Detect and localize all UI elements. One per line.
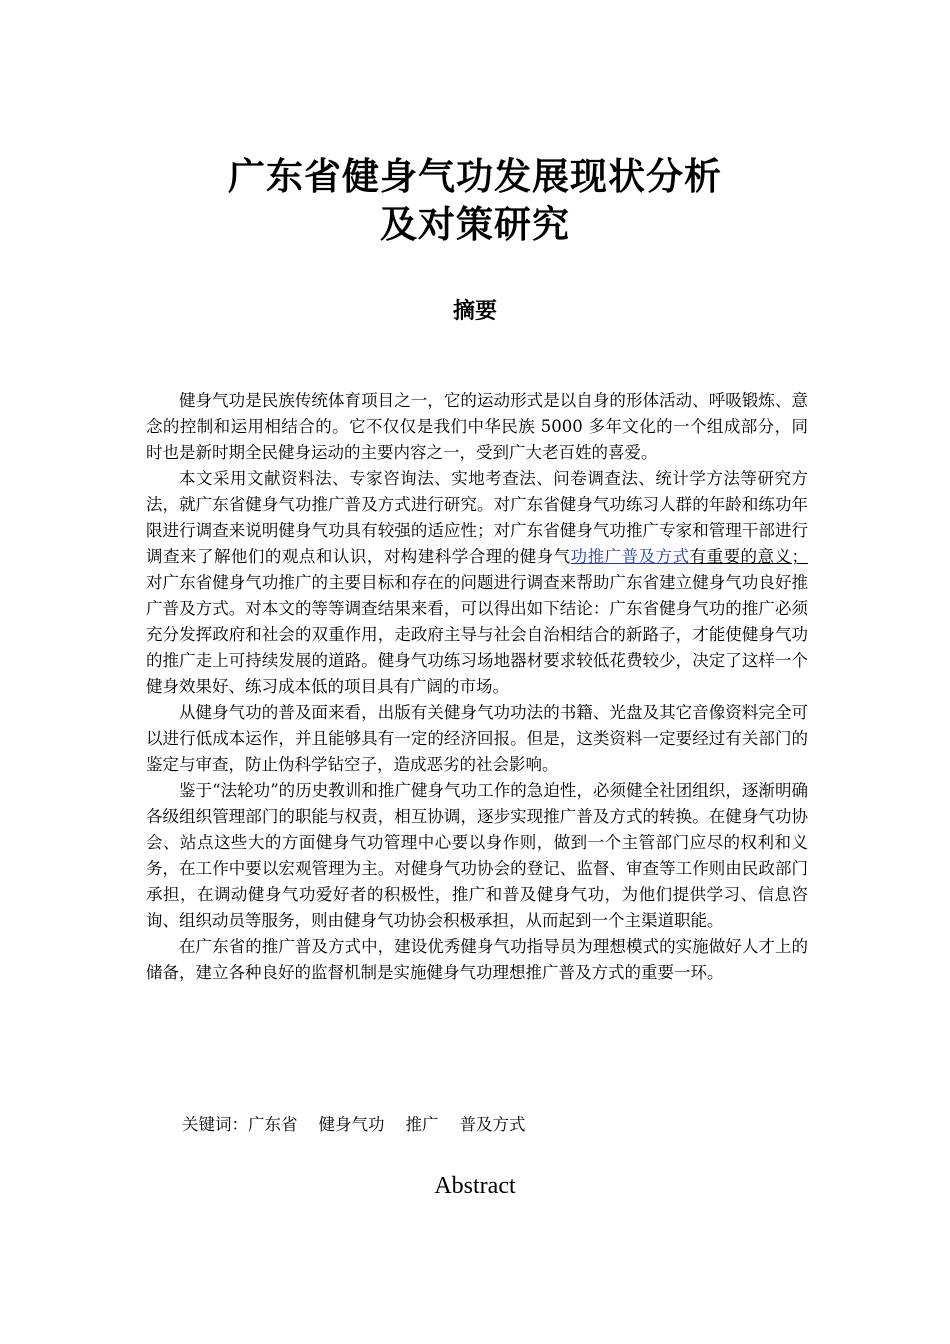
abstract-paragraph-3: 从健身气功的普及面来看，出版有关健身气功功法的书籍、光盘及其它音像资料完全可以进行低成本运作，并且能够具有一定的经济回报。但是，这类资料一定要经过有关部门的鉴定与审查，防止伪科学钻空子，造成恶劣的社会影响。 <box>146 703 808 774</box>
paragraph-2-text-end: 对广东省健身气功推广的主要目标和存在的问题进行调查来帮助广东省建立健身气功良好推广普及方式。对本文的等等调查结果来看，可以得出如下结论：广东省健身气功的推广必须充分发挥政府和社会的双重作用，走政府主导与社会自治相结合的新路子，才能使健身气功的推广走上可持续发展的道路。健身气功练习场地器材要求较低花费较少，决定了这样一个健身效果好、练习成本低的项目具有广阔的市场。 <box>146 573 808 696</box>
english-abstract-heading: Abstract <box>434 1173 516 1199</box>
keywords-line: 关键词：广东省 健身气功 推广 普及方式 <box>182 1115 526 1134</box>
abstract-paragraph-4: 鉴于“法轮功”的历史教训和推广健身气功工作的急迫性，必须健全社团组织，逐渐明确各级组织管理部门的职能与权责，相互协调，逐步实现推广普及方式的转换。在健身气功协会、站点这些大的方面健身气功管理中心要以身作则，做到一个主管部门应尽的权利和义务，在工作中要以宏观管理为主。对健身气功协会的登记、监督、审查等工作则由民政部门承担，在调动健身气功爱好者的积极性，推广和普及健身气功，为他们提供学习、信息咨询、组织动员等服务，则由健身气功协会积极承担，从而起到一个主渠道职能。 <box>146 781 808 930</box>
document-title-line-2: 及对策研究 <box>380 203 570 246</box>
abstract-paragraph-1: 健身气功是民族传统体育项目之一，它的运动形式是以自身的形体活动、呼吸锻炼、意念的控制和运用相结合的。它不仅仅是我们中华民族 5000 多年文化的一个组成部分，同时也是新时期全民健身运动的主要内容之一，受到广大老百姓的喜爱。 <box>146 391 808 462</box>
paragraph-2-text-start: 本文采用文献资料法、专家咨询法、实地考查法、问卷调查法、统计学方法等研究方法，就广东省健身气功推广普及方式进行研究。对广东省健身气功练习人群的年龄和练功年限进行调查来说明健身气功具有较强的适应性；对广东省健身气功推广专家和管理干部进行调查来了解他们的观点和认识，对构建科学合理的健身气 <box>146 469 808 566</box>
abstract-paragraph-5: 在广东省的推广普及方式中，建设优秀健身气功指导员为理想模式的实施做好人才上的储备，建立各种良好的监督机制是实施健身气功理想推广普及方式的重要一环。 <box>146 937 808 982</box>
document-title-line-1: 广东省健身气功发展现状分析 <box>228 155 722 198</box>
promotion-method-link[interactable]: 功推广普及方式 <box>570 547 690 566</box>
abstract-body <box>146 388 808 986</box>
underlined-significance-text: 有重要的意义； <box>689 547 809 566</box>
abstract-heading: 摘要 <box>452 299 497 324</box>
abstract-paragraph-2 <box>146 466 808 700</box>
